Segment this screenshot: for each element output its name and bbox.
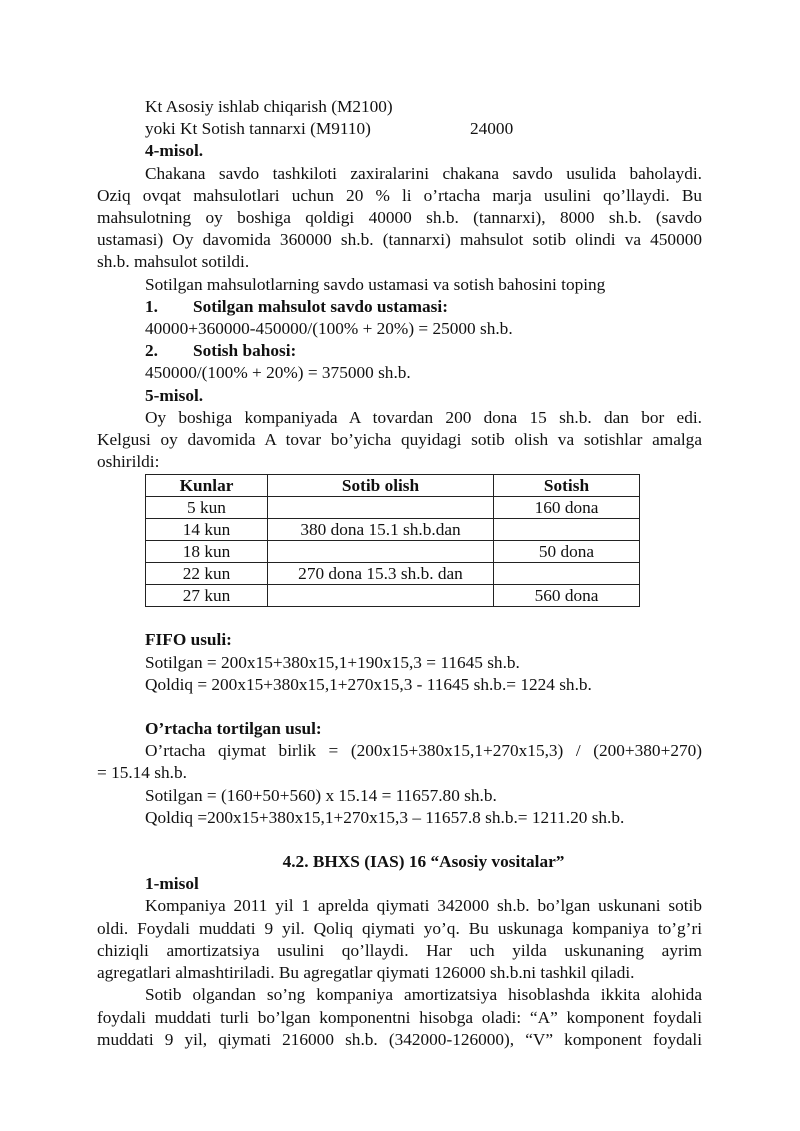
formula-line: Sotilgan = (160+50+560) x 15.14 = 11657.80 sh.b. — [145, 785, 497, 805]
journal-account: yoki Kt Sotish tannarxi (M9110) — [145, 119, 371, 139]
document-body — [97, 96, 702, 1051]
table-cell: 22 kun — [146, 563, 268, 585]
table-cell: 18 kun — [146, 541, 268, 563]
section-title: 4.2. BHXS (IAS) 16 “Asosiy vositalar” — [282, 852, 565, 872]
table-row — [146, 519, 640, 541]
column-header-purchases: Sotib olish — [268, 475, 494, 497]
table-cell: 380 dona 15.1 sh.b.dan — [268, 519, 494, 541]
spacer — [97, 607, 702, 629]
table-cell — [494, 519, 640, 541]
item-number: 1. — [145, 296, 158, 316]
formula-line: O’rtacha qiymat birlik = (200x15+380x15,1+270x15,3) / (200+380+270) — [145, 741, 702, 761]
table-cell: 27 kun — [146, 585, 268, 607]
formula-line: Sotilgan = 200x15+380x15,1+190x15,3 = 11645 sh.b. — [145, 652, 520, 672]
example-5-title: 5-misol. — [145, 385, 204, 405]
paragraph-line: Kelgusi oy davomida A tovar bo’yicha quyidagi sotib olish va sotishlar amalga — [97, 430, 702, 450]
paragraph-line: Chakana savdo tashkiloti zaxiralarini chakana savdo usulida baholaydi. — [145, 163, 702, 183]
item-number: 2. — [145, 341, 158, 361]
table-cell: 5 kun — [146, 497, 268, 519]
spacer — [97, 829, 702, 851]
table-cell — [268, 541, 494, 563]
column-header-days: Kunlar — [146, 475, 268, 497]
paragraph-line: oldi. Foydali muddati 9 yil. Qoliq qiymati yo’q. Bu uskunaga kompaniya to’g’ri — [97, 918, 702, 938]
table-row — [146, 541, 640, 563]
journal-line — [97, 118, 702, 140]
table-cell: 270 dona 15.3 sh.b. dan — [268, 563, 494, 585]
fifo-title: FIFO usuli: — [145, 630, 232, 650]
table-row — [146, 585, 640, 607]
example-1-title: 1-misol — [145, 874, 199, 894]
paragraph-line: Oziq ovqat mahsulotlari uchun 20 % li o’rtacha marja usulini qo’llaydi. Bu — [97, 185, 702, 205]
table-cell — [494, 563, 640, 585]
journal-amount: 24000 — [470, 119, 514, 139]
paragraph-line: agregatlari almashtiriladi. Bu agregatlar qiymati 126000 sh.b.ni tashkil qiladi. — [97, 963, 635, 983]
paragraph-line: muddati 9 yil, qiymati 216000 sh.b. (342000-126000), “V” komponent foydali — [97, 1029, 702, 1049]
table-cell: 160 dona — [494, 497, 640, 519]
formula-line: Qoldiq = 200x15+380x15,1+270x15,3 - 11645 sh.b.= 1224 sh.b. — [145, 674, 592, 694]
table-cell: 50 dona — [494, 541, 640, 563]
paragraph-line: Kompaniya 2011 yil 1 aprelda qiymati 342000 sh.b. bo’lgan uskunani sotib — [145, 896, 702, 916]
table-cell: 560 dona — [494, 585, 640, 607]
formula-line: 40000+360000-450000/(100% + 20%) = 25000 sh.b. — [145, 319, 513, 339]
question-line: Sotilgan mahsulotlarning savdo ustamasi va sotish bahosini toping — [145, 274, 606, 294]
item-heading: Sotilgan mahsulot savdo ustamasi: — [193, 296, 448, 316]
table-cell — [268, 497, 494, 519]
paragraph-line: ustamasi) Oy davomida 360000 sh.b. (tannarxi) mahsulot sotib olindi va 450000 — [97, 230, 702, 250]
table-row — [146, 563, 640, 585]
table-cell — [268, 585, 494, 607]
paragraph-line: oshirildi: — [97, 452, 160, 472]
paragraph-line: Oy boshiga kompaniyada A tovardan 200 dona 15 sh.b. dan bor edi. — [145, 407, 702, 427]
journal-line: Kt Asosiy ishlab chiqarish (M2100) — [145, 97, 393, 116]
paragraph-line: mahsulotning oy boshiga qoldigi 40000 sh.b. (tannarxi), 8000 sh.b. (savdo — [97, 208, 702, 228]
spacer — [97, 696, 702, 718]
column-header-sales: Sotish — [494, 475, 640, 497]
paragraph-line: Sotib olgandan so’ng kompaniya amortizatsiya hisoblashda ikkita alohida — [145, 985, 702, 1005]
numbered-item-2 — [97, 340, 702, 362]
paragraph-line: sh.b. mahsulot sotildi. — [97, 252, 250, 272]
formula-line: Qoldiq =200x15+380x15,1+270x15,3 – 11657.8 sh.b.= 1211.20 sh.b. — [145, 807, 625, 827]
table-header-row — [146, 475, 640, 497]
formula-line: 450000/(100% + 20%) = 375000 sh.b. — [145, 363, 411, 383]
item-heading: Sotish bahosi: — [193, 341, 297, 361]
example-4-title: 4-misol. — [145, 141, 204, 161]
table-row — [146, 497, 640, 519]
transactions-table — [145, 474, 640, 607]
paragraph-line: foydali muddati turli bo’lgan komponentni hisobga oladi: “A” komponent foydali — [97, 1007, 702, 1027]
weighted-average-title: O’rtacha tortilgan usul: — [145, 719, 322, 739]
table-cell: 14 kun — [146, 519, 268, 541]
numbered-item-1 — [97, 296, 702, 318]
formula-line: = 15.14 sh.b. — [97, 763, 187, 783]
paragraph-line: chiziqli amortizatsiya usulini qo’llaydi. Har uch yilda uskunaning ayrim — [97, 940, 702, 960]
